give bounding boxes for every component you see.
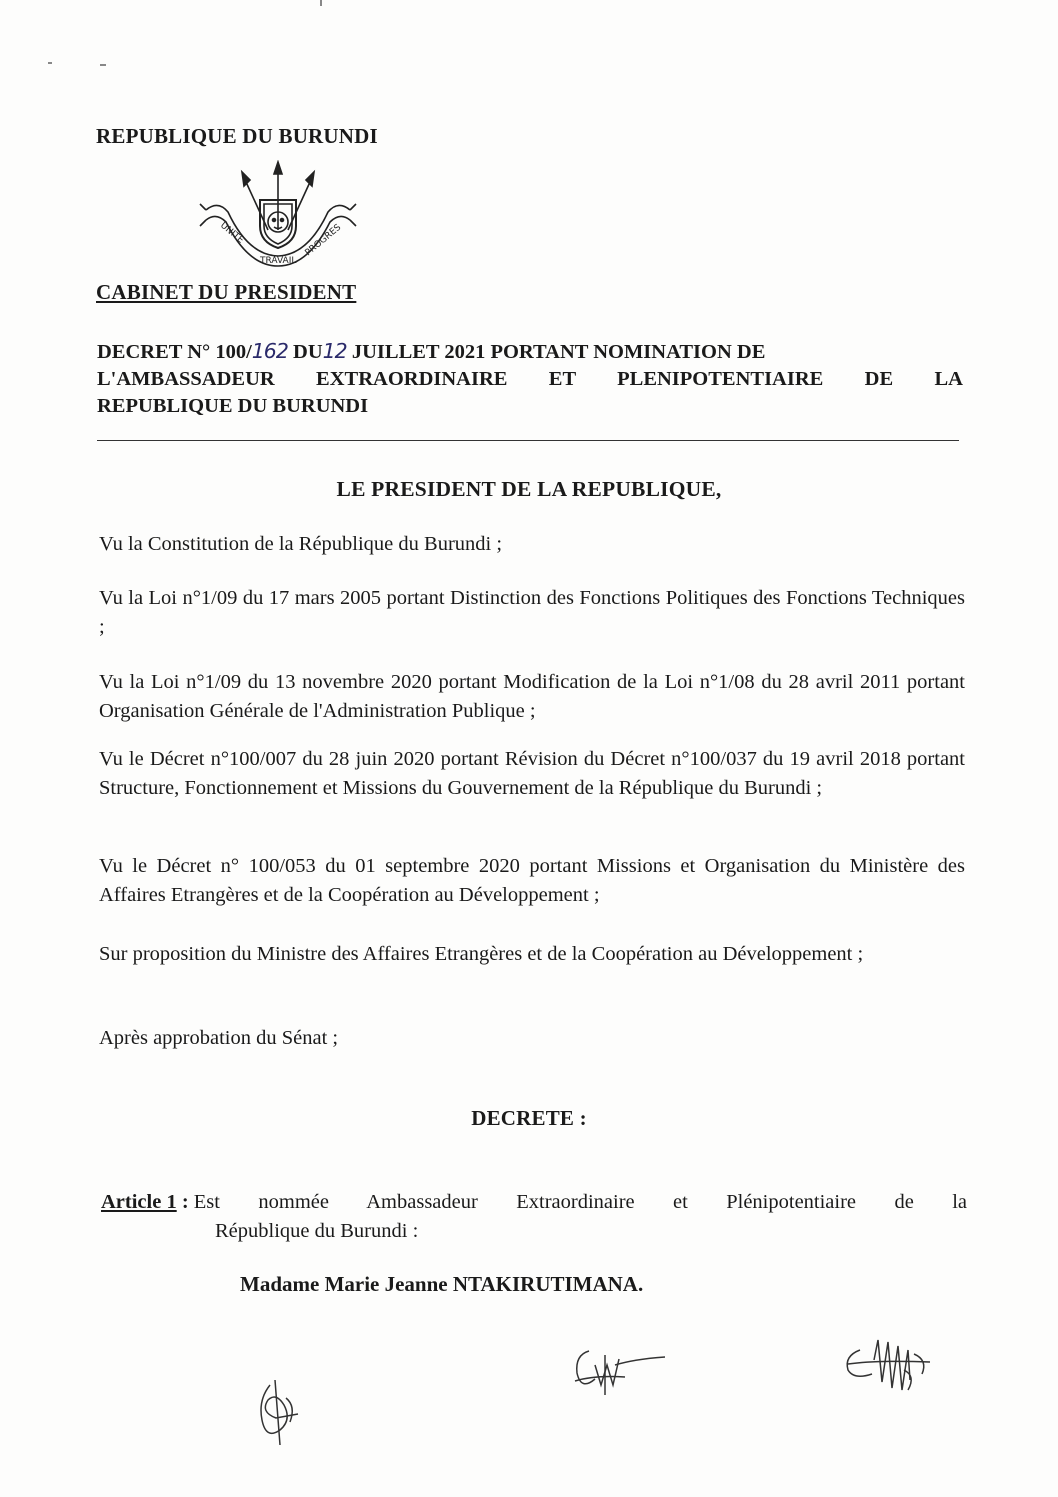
consideration-decret-053: Vu le Décret n° 100/053 du 01 septembre 2020 portant Missions et Organisation du Ministère des Affaires Etrangères et de la Coopération au Développement ; (99, 855, 965, 906)
decree-title-rest: JUILLET 2021 PORTANT NOMINATION DE (346, 341, 766, 363)
decree-number-prefix: DECRET N° 100/ (97, 341, 252, 363)
decree-title-line3: REPUBLIQUE DU BURUNDI (97, 395, 369, 417)
title-divider (97, 440, 959, 441)
article-1-separator: : (176, 1191, 194, 1213)
article-1-text-line1: Est nommée Ambassadeur Extraordinaire et Plénipotentiaire de la (193, 1191, 967, 1213)
president-heading: LE PRESIDENT DE LA REPUBLIQUE, (336, 477, 722, 501)
decree-title-line2: L'AMBASSADEUR EXTRAORDINAIRE ET PLENIPOTENTIAIRE DE LA (97, 368, 963, 390)
consideration-senat: Après approbation du Sénat ; (99, 1027, 339, 1049)
signature-initial-left (240, 1370, 320, 1450)
article-1-text-line2: République du Burundi : (215, 1220, 419, 1242)
handwritten-decree-day: 12 (322, 339, 347, 363)
consideration-constitution: Vu la Constitution de la République du Burundi ; (99, 533, 503, 555)
cabinet-heading: CABINET DU PRESIDENT (96, 280, 357, 304)
scan-speck (48, 62, 52, 64)
article-1 (101, 1188, 967, 1246)
motto-unite: UNITE (218, 220, 246, 246)
consideration-loi-2020: Vu la Loi n°1/09 du 13 novembre 2020 portant Modification de la Loi n°1/08 du 28 avril 2011 portant Organisation Générale de l'Administration Publique ; (99, 671, 965, 722)
coat-of-arms-emblem (198, 160, 358, 272)
nominee-name: Madame Marie Jeanne NTAKIRUTIMANA. (240, 1272, 644, 1296)
decrete-heading: DECRETE : (471, 1106, 587, 1130)
scan-speck (320, 0, 322, 6)
handwritten-decree-number: 162 (251, 339, 288, 363)
motto-progres: PROGRES (303, 222, 344, 259)
signature-initial-right (838, 1330, 948, 1410)
decree-du: DU (287, 341, 323, 363)
consideration-decret-007: Vu le Décret n°100/007 du 28 juin 2020 portant Révision du Décret n°100/037 du 19 avril 2018 portant Structure, Fonctionnement et Missions du Gouvernement de la République du Burundi ; (99, 748, 965, 799)
scan-speck (100, 64, 106, 66)
consideration-loi-2005: Vu la Loi n°1/09 du 17 mars 2005 portant Distinction des Fonctions Politiques des Fonctions Techniques ; (99, 587, 965, 638)
motto-travail: TRAVAIL (260, 256, 297, 266)
decree-title (97, 338, 963, 420)
consideration-proposition: Sur proposition du Ministre des Affaires Etrangères et de la Coopération au Développement ; (99, 943, 864, 965)
article-1-label: Article 1 (101, 1191, 177, 1213)
signature-initial-center (565, 1335, 675, 1405)
decree-title-line1 (97, 338, 963, 366)
republic-heading: REPUBLIQUE DU BURUNDI (96, 124, 378, 148)
